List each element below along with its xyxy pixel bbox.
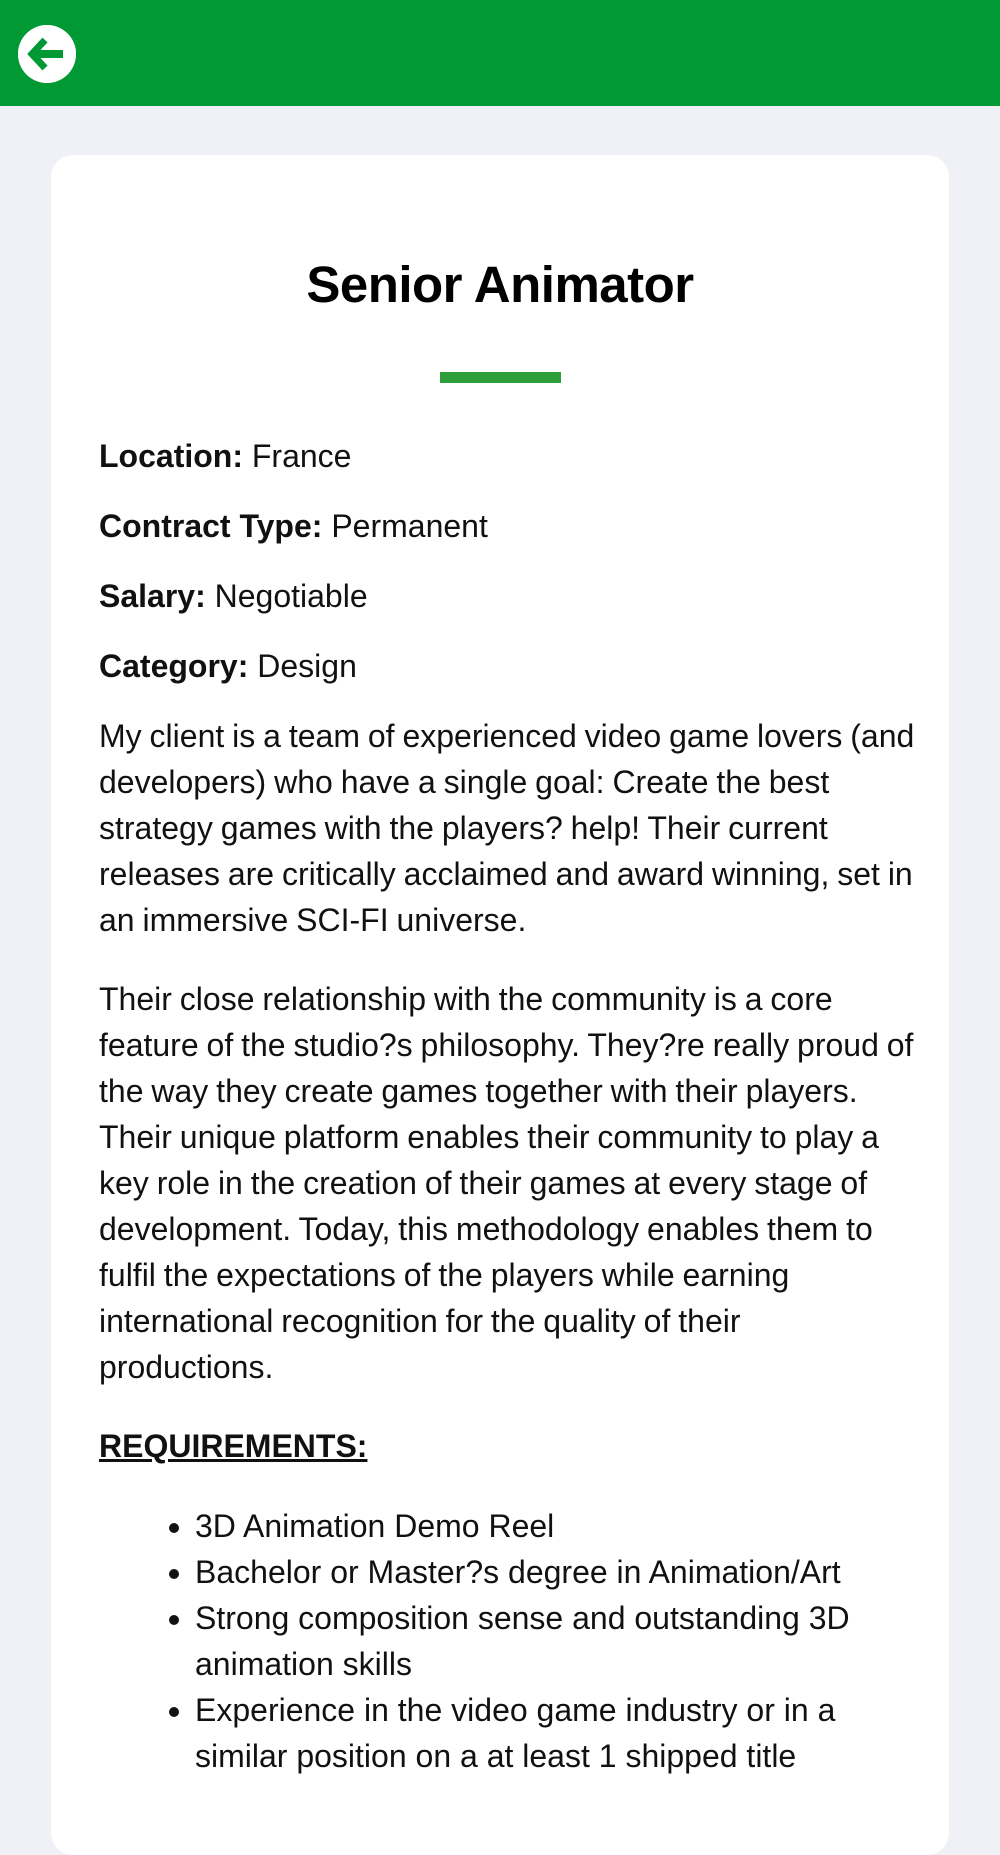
meta-value: France (251, 438, 352, 474)
description-paragraph: Their close relationship with the community is a core feature of the studio?s philosophy. They?re really proud of the way they create games together with their players. Their unique platform enables their community to play a key role in the creation of their games at every stage of development. Today, this methodology enables them to fulfil the expectations of the players while earning international recognition for the quality of their productions. (99, 981, 914, 1385)
top-app-bar (0, 0, 1000, 106)
meta-category (99, 643, 919, 689)
job-content (99, 433, 919, 1779)
requirements-heading: REQUIREMENTS: (99, 1428, 368, 1464)
meta-value: Permanent (331, 508, 488, 544)
requirement-item: • Experience in the video game industry or in a similar position on a at least 1 shipped title (195, 1687, 919, 1779)
meta-label: Category: (99, 648, 249, 684)
meta-value: Negotiable (214, 578, 368, 614)
meta-contract-type (99, 503, 919, 549)
meta-label: Location: (99, 438, 243, 474)
meta-value: Design (257, 648, 357, 684)
description-paragraph: My client is a team of experienced video game lovers (and developers) who have a single goal: Create the best strategy games with the players? help! Their current releases are critically acclaimed and award winning, set in an immersive SCI-FI universe. (99, 718, 915, 938)
arrow-left-circle-icon (18, 25, 76, 83)
title-underline (440, 372, 561, 383)
meta-salary (99, 573, 919, 619)
meta-label: Contract Type: (99, 508, 323, 544)
requirement-item: • Bachelor or Master?s degree in Animation/Art (195, 1549, 919, 1595)
meta-label: Salary: (99, 578, 206, 614)
job-title: Senior Animator (306, 256, 694, 313)
back-button[interactable] (18, 25, 76, 83)
requirements-list (99, 1503, 919, 1779)
requirement-item: • 3D Animation Demo Reel (195, 1503, 919, 1549)
requirement-item: • Strong composition sense and outstanding 3D animation skills (195, 1595, 919, 1687)
job-detail-card (51, 155, 949, 1855)
meta-location (99, 433, 919, 479)
